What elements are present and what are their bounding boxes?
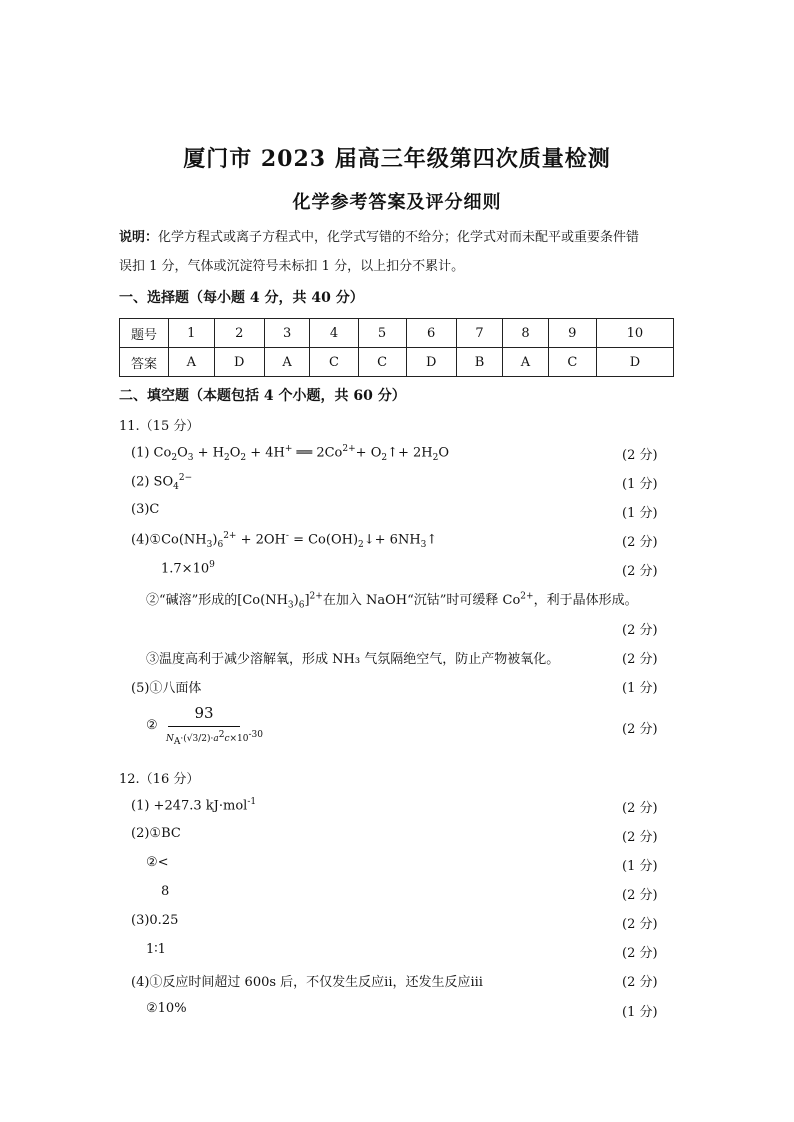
- table-cell: A: [169, 348, 215, 377]
- table-cell: D: [406, 348, 456, 377]
- q12-part2a-answer: (2)①BC: [131, 826, 181, 841]
- table-cell: C: [358, 348, 406, 377]
- fraction-denominator: $N_A\cdot(√3/2)\cdot a^2c\times 10^{-30}$: [166, 730, 263, 747]
- table-cell: D: [214, 348, 264, 377]
- q12-part2a-points: (2 分): [622, 830, 658, 845]
- q11-part4a-equation: $(4)①Co(NH_3)_6^{2+} + 2OH^-$ = $Co(OH)_2↓+$ $6NH_3↑$: [131, 531, 438, 550]
- q11-part5b-fraction: [166, 704, 263, 752]
- q12-part2b-answer: ②<: [146, 855, 169, 870]
- q12-part4b-points: (1 分): [622, 1005, 658, 1020]
- q12-part2c-points: (2 分): [622, 888, 658, 903]
- q12-header: 12.（16 分）: [119, 772, 200, 787]
- q12-part1-answer: [131, 797, 256, 813]
- table-cell: C: [548, 348, 596, 377]
- q11-part3-answer: (3)C: [131, 502, 160, 517]
- q12-part3b-points: (2 分): [622, 946, 658, 961]
- table-cell: 2: [214, 319, 264, 348]
- table-row-answers: [120, 348, 674, 377]
- table-header-number: 题号: [120, 319, 169, 348]
- q11-part4d-answer: ③温度高利于减少溶解氧，形成 NH₃ 气氛隔绝空气，防止产物被氧化。: [146, 652, 560, 667]
- table-cell: 6: [406, 319, 456, 348]
- q12-part4a-points: (2 分): [622, 975, 658, 990]
- q11-part3-points: (1 分): [622, 506, 658, 521]
- q11-part5b-points: (2 分): [622, 722, 658, 737]
- table-cell: 8: [503, 319, 549, 348]
- q12-part3a-points: (2 分): [622, 917, 658, 932]
- grading-note-line2: 误扣 1 分，气体或沉淀符号未标扣 1 分，以上扣分不累计。: [119, 259, 465, 274]
- q11-header: 11.（15 分）: [119, 419, 200, 434]
- fraction-bar: [168, 726, 240, 727]
- q11-part5a-points: (1 分): [622, 681, 658, 696]
- q11-part5b-label: ②: [146, 718, 158, 733]
- q11-part4c-answer: ②“碱溶”形成的$[Co(NH_3)_6]^{2+}$在加入 NaOH“沉钴”时可缓释 $Co^{2+}$，利于晶体形成。: [146, 591, 638, 611]
- table-cell: 3: [264, 319, 310, 348]
- table-cell: D: [596, 348, 673, 377]
- section-multiple-choice: 一、选择题（每小题 4 分，共 40 分）: [119, 290, 364, 306]
- q12-part2b-points: (1 分): [622, 859, 658, 874]
- q11-part2-answer: (2) $SO_4^{2-}$: [131, 473, 193, 492]
- page-title: 厦门市 2023 届高三年级第四次质量检测: [183, 146, 611, 172]
- q11-part4d-points: (2 分): [622, 652, 658, 667]
- table-cell: 9: [548, 319, 596, 348]
- q11-part1-points: (2 分): [622, 448, 658, 463]
- q12-part1-exponent: -1: [247, 797, 257, 807]
- table-cell: 10: [596, 319, 673, 348]
- q12-part3a-answer: (3)0.25: [131, 913, 179, 928]
- q12-part3b-answer: 1∶1: [146, 942, 166, 957]
- q12-part4a-answer: (4)①反应时间超过 600s 后，不仅发生反应ii，还发生反应iii: [131, 975, 483, 990]
- table-cell: C: [310, 348, 358, 377]
- fraction-numerator: 93: [194, 704, 214, 722]
- table-cell: 1: [169, 319, 215, 348]
- q12-part1-points: (2 分): [622, 801, 658, 816]
- q11-part2-points: (1 分): [622, 477, 658, 492]
- section-fill-in: 二、填空题（本题包括 4 个小题，共 60 分）: [119, 388, 406, 404]
- page-subtitle: 化学参考答案及评分细则: [292, 192, 502, 213]
- note-text1: 化学方程式或离子方程式中，化学式写错的不给分；化学式对而未配平或重要条件错: [158, 230, 640, 245]
- table-row-numbers: [120, 319, 674, 348]
- table-header-answer: 答案: [120, 348, 169, 377]
- q12-part1-text: (1) +247.3 kJ·mol: [131, 798, 248, 814]
- table-cell: 7: [456, 319, 502, 348]
- note-label: 说明：: [119, 230, 159, 245]
- q11-part4a-points: (2 分): [622, 535, 658, 550]
- q12-part4b-answer: ②10%: [146, 1001, 187, 1016]
- table-cell: A: [264, 348, 310, 377]
- q11-part4c-points: (2 分): [622, 623, 658, 638]
- grading-note-line1: [119, 228, 689, 248]
- answer-table: [119, 318, 674, 377]
- table-cell: 4: [310, 319, 358, 348]
- q11-part4b-points: (2 分): [622, 564, 658, 579]
- q12-part2c-answer: 8: [161, 884, 170, 899]
- q11-part5a-answer: (5)①八面体: [131, 681, 202, 696]
- q11-part1-equation: (1) $Co_2O_3 + H_2O_2 + 4H^+$ ══ $2Co^{2+}+$ $O_2↑+ 2H_2O$: [131, 444, 450, 463]
- table-cell: B: [456, 348, 502, 377]
- q11-part4b-answer: $1.7\times 10^9$: [161, 560, 215, 577]
- table-cell: 5: [358, 319, 406, 348]
- table-cell: A: [503, 348, 549, 377]
